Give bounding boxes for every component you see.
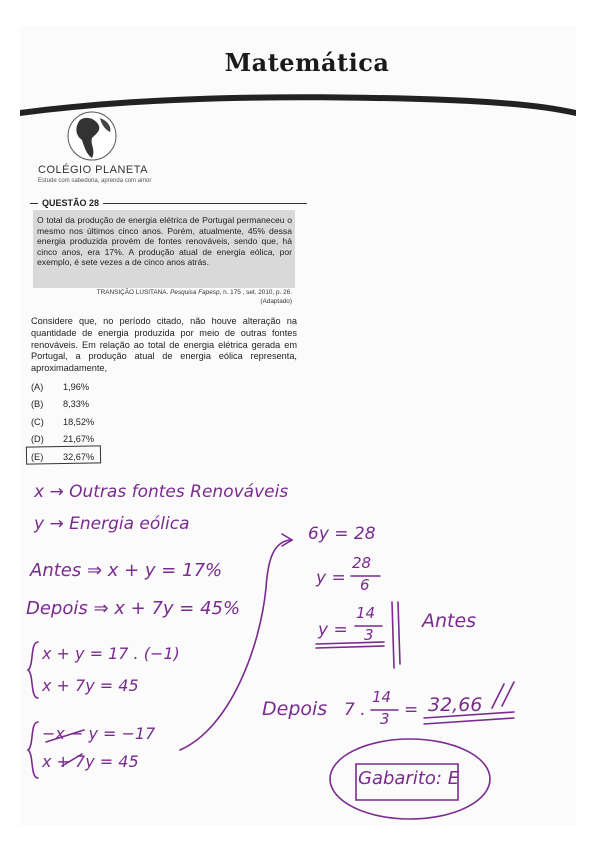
hw-result-underline	[420, 676, 524, 736]
hw-depois-result: 32,66	[428, 694, 483, 716]
page-title: Matemática	[224, 48, 390, 77]
option-letter: (D)	[31, 434, 44, 445]
hw-depois-num: 14	[372, 688, 392, 706]
hw-fraction-3-den: 3	[364, 626, 374, 644]
question-header	[30, 198, 307, 208]
option-value: 32,67%	[63, 451, 95, 462]
hw-gabarito-text: Gabarito: E	[358, 768, 460, 789]
hw-brace-2	[26, 720, 40, 780]
hw-result-6y: 6y = 28	[308, 524, 376, 544]
option-value: 21,67%	[63, 434, 95, 445]
source-note: (Adaptado)	[260, 297, 292, 305]
globe-icon	[40, 108, 160, 188]
option-a[interactable]	[31, 378, 94, 396]
source-rest: , n. 175 , set. 2010, p. 26.	[219, 289, 292, 296]
option-letter: (A)	[31, 381, 44, 392]
hw-brace-1	[26, 640, 40, 700]
hw-depois-den: 3	[380, 710, 390, 728]
source-italic: Pesquisa Fapesp	[170, 289, 220, 296]
hw-system2-eq2: x + 7y = 45	[42, 752, 139, 771]
hw-antes-note: Antes	[422, 610, 477, 632]
school-name: COLÉGIO PLANETA	[38, 164, 148, 176]
school-slogan: Estude com sabedoria, aprenda com amor	[38, 178, 152, 184]
hw-line-variables-y: y → Energia eólica	[34, 514, 190, 534]
option-letter: (C)	[31, 416, 44, 427]
hw-cancel-strikes	[40, 726, 100, 776]
option-b[interactable]	[31, 396, 94, 414]
hw-line-variables-x: x → Outras fontes Renováveis	[34, 482, 289, 502]
hw-system1-eq2: x + 7y = 45	[42, 676, 139, 695]
hw-system2-eq1: −x − y = −17	[42, 724, 156, 743]
option-value: 18,52%	[63, 416, 95, 427]
hw-fraction-6-den: 6	[360, 576, 370, 594]
hw-line-antes: Antes ⇒ x + y = 17%	[30, 560, 223, 581]
question-label: QUESTÃO 28	[42, 198, 100, 208]
option-c[interactable]	[31, 413, 94, 431]
hw-depois-label: Depois	[262, 698, 328, 720]
header-rule-right	[103, 203, 307, 204]
hw-fraction-14-num: 14	[356, 604, 376, 622]
hw-system1-eq1: x + y = 17 . (−1)	[42, 644, 180, 663]
hw-y-eq-label: y =	[316, 568, 346, 588]
hw-y-result-label: y =	[318, 620, 348, 640]
hw-fraction-28-num: 28	[352, 554, 372, 572]
hw-antes-marks	[312, 598, 412, 672]
hw-depois-eq: =	[404, 700, 419, 720]
header-rule-left	[30, 203, 38, 204]
option-letter: (E)	[31, 451, 44, 462]
question-text: O total da produção de energia elétrica de Portugal permaneceu o mesmo nos últimos cinco anos. Porém, atualmente, 45% dessa energia produzida provém de fontes renováveis, sendo que, há cinco anos, era 17%. A produção atual de energia eólica, por exemplo, é sete vezes a de cinco anos atrás.	[37, 215, 292, 268]
question-source	[60, 289, 292, 306]
selected-option-box	[26, 445, 101, 464]
option-letter: (B)	[31, 399, 44, 410]
option-value: 1,96%	[63, 381, 90, 392]
hw-arrow-curve	[170, 528, 300, 758]
hw-line-depois: Depois ⇒ x + 7y = 45%	[26, 598, 241, 619]
option-value: 8,33%	[63, 399, 90, 410]
question-text-box	[33, 210, 295, 288]
source-main: TRANSIÇÃO LUSITANA.	[96, 289, 169, 296]
hw-depois-expr: 7 .	[344, 700, 366, 720]
question-prompt: Considere que, no período citado, não houve alteração na quantidade de energia produzida por meio de outras fontes renováveis. Em relação ao total de energia elétrica gerada em Portugal, a produção atual de energia eólica representa, aproximadamente,	[31, 316, 297, 374]
